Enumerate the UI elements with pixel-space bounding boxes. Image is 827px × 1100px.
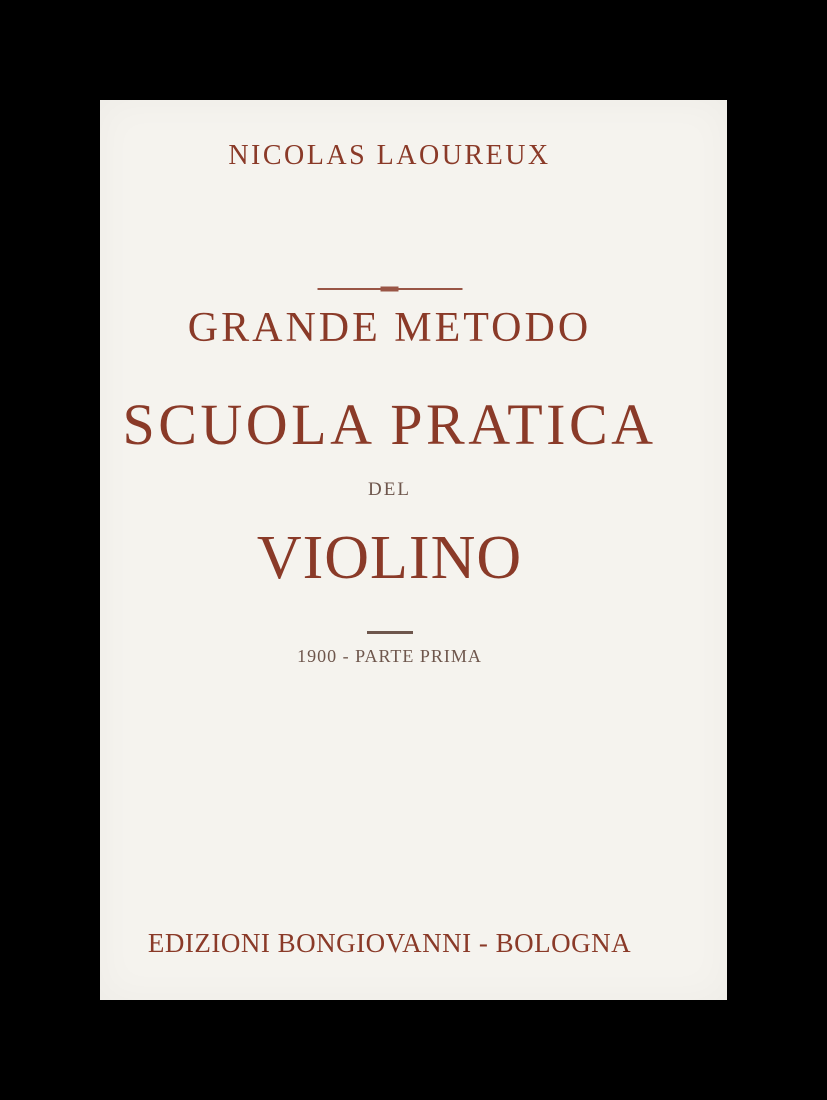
instrument-title: VIOLINO xyxy=(256,524,523,592)
title-connector: DEL xyxy=(368,479,411,500)
edition-divider-rule xyxy=(367,631,413,634)
main-title: SCUOLA PRATICA xyxy=(122,392,657,457)
edition-label: 1900 - PARTE PRIMA xyxy=(297,646,482,666)
author-divider-rule xyxy=(317,288,462,290)
author-name: NICOLAS LAOUREUX xyxy=(228,140,551,171)
book-cover-page xyxy=(100,100,727,1000)
publisher-imprint: EDIZIONI BONGIOVANNI - BOLOGNA xyxy=(147,928,632,958)
series-title: GRANDE METODO xyxy=(187,305,592,351)
